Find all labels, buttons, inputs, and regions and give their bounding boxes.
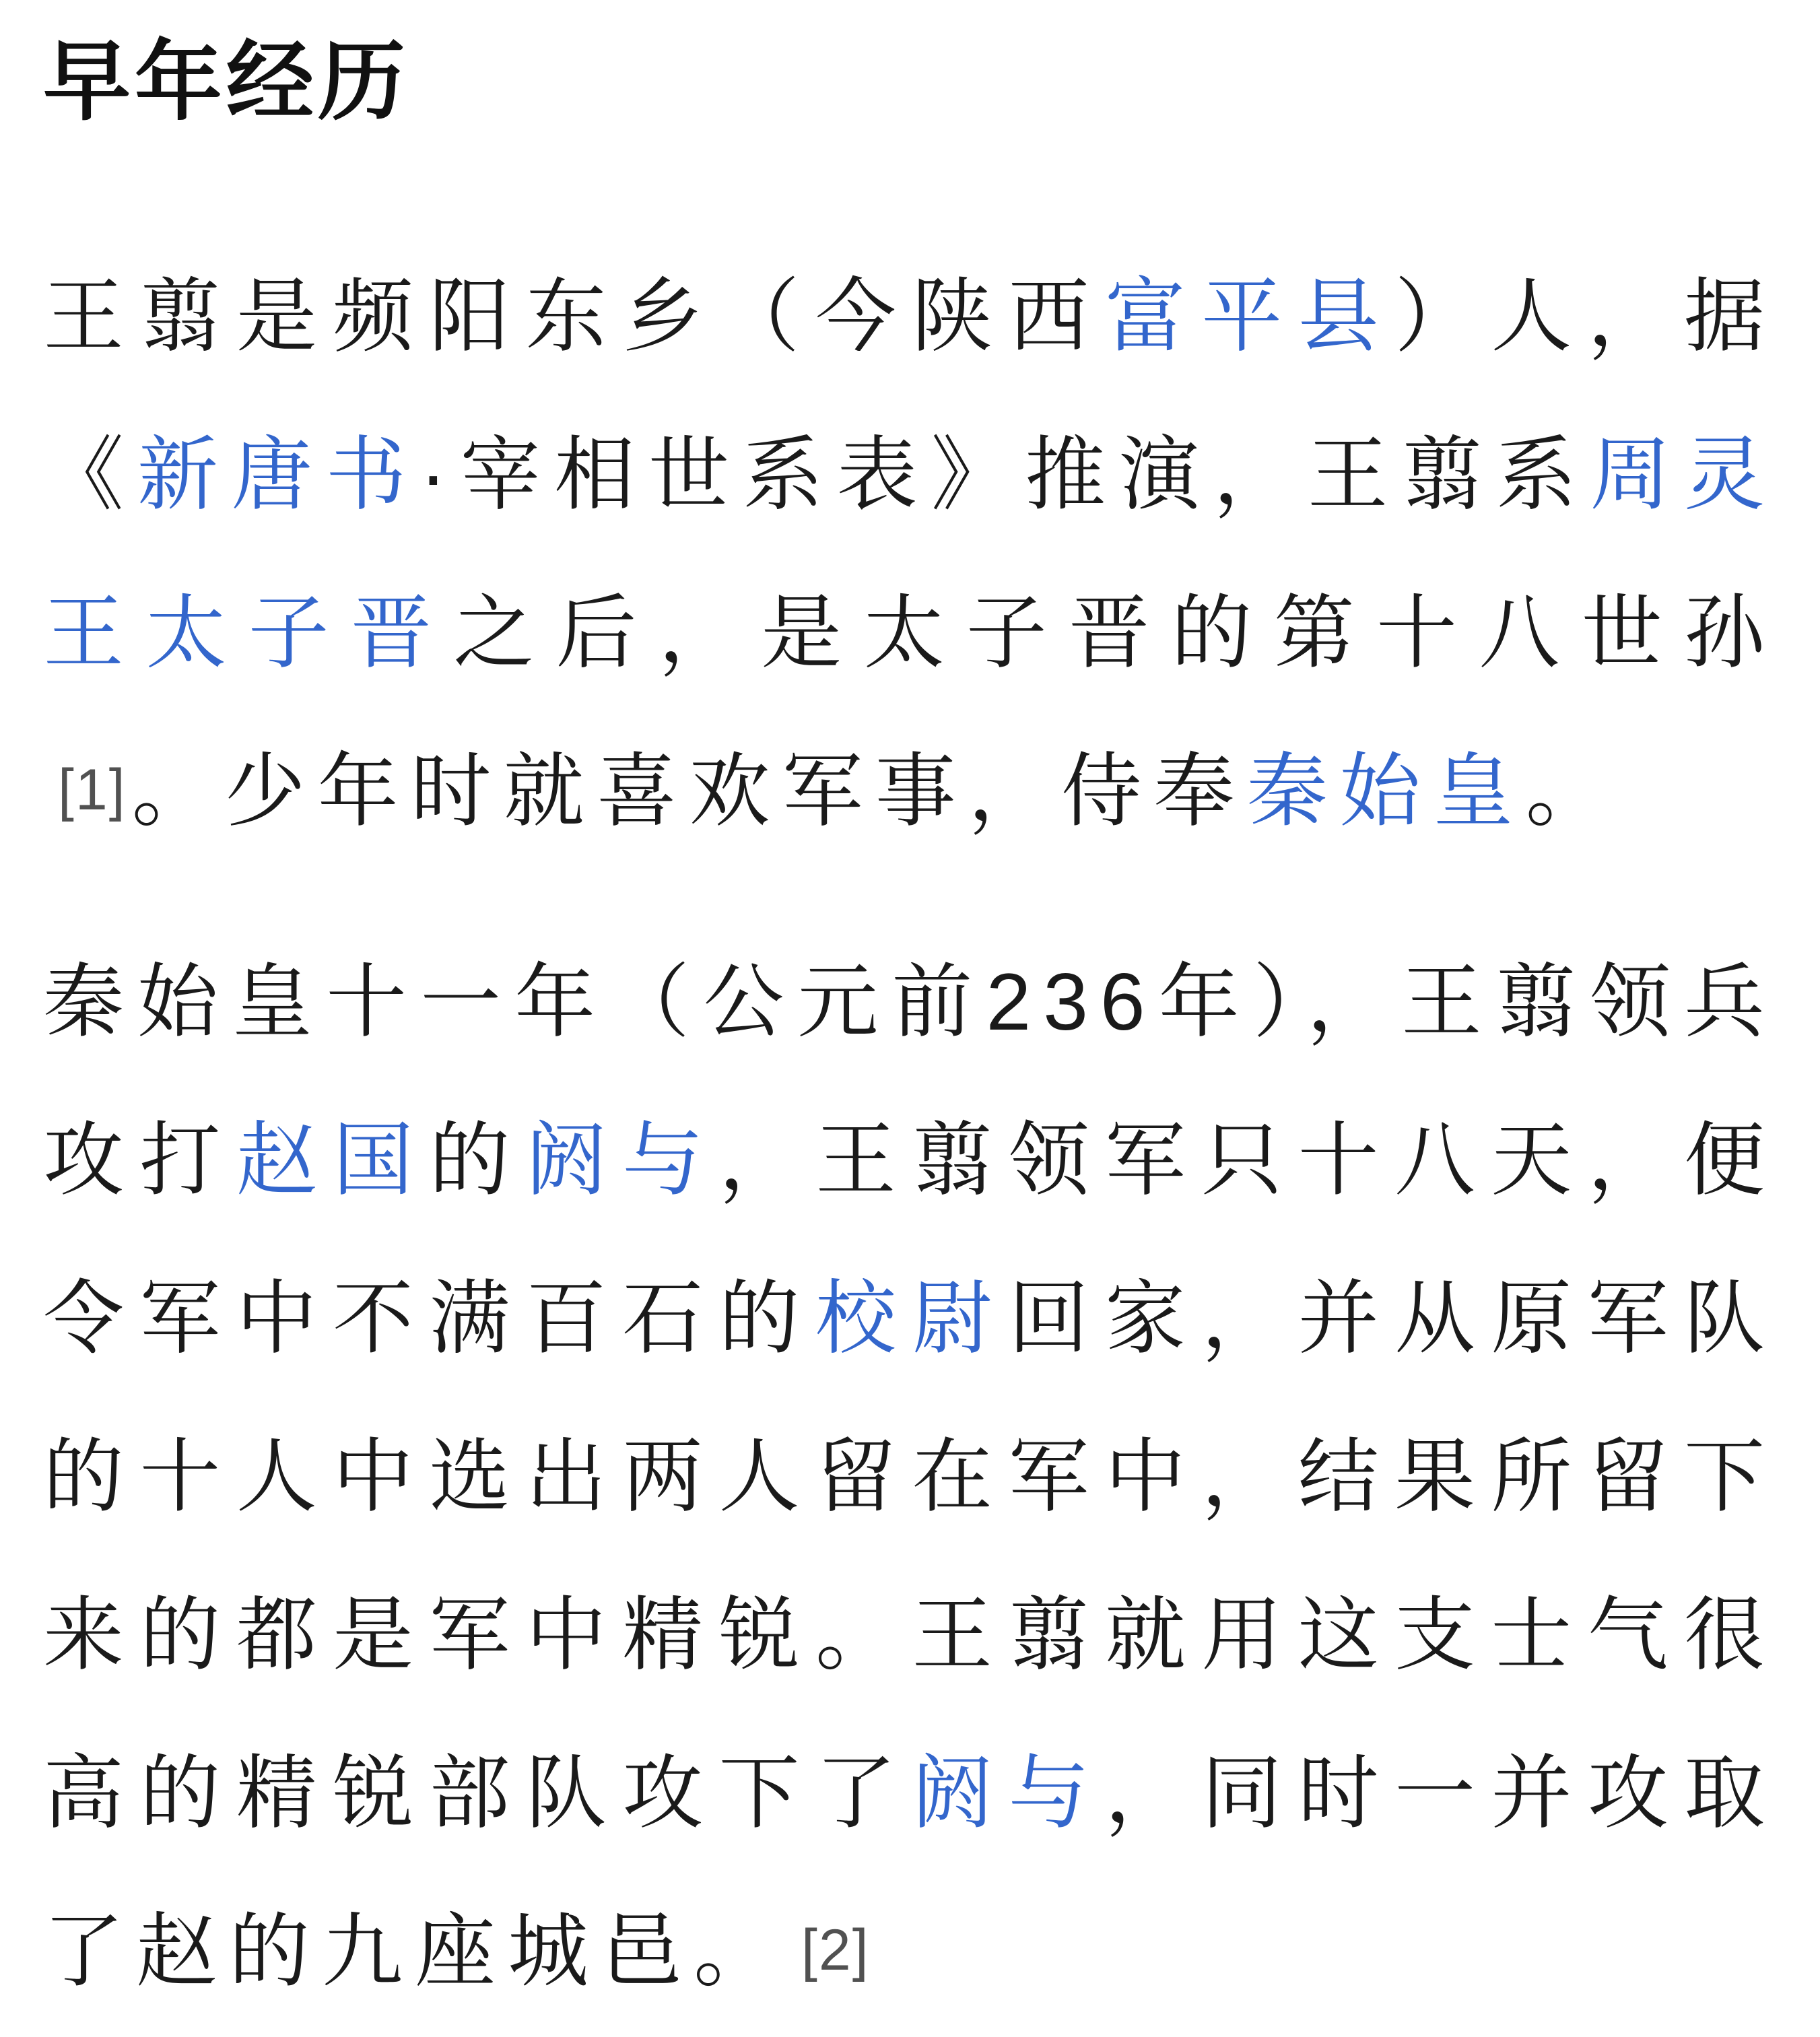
body-text: 秦始皇十一年（公元前236年），王翦领兵攻打 [43, 956, 1777, 1205]
body-text: 回家，并从原军队的十人中选出两人留在军中，结果所留下来的都是军中精锐。王翦就用这支士气很高的精锐部队攻下了 [43, 1273, 1778, 1838]
body-text: 。少年时就喜欢军事，侍奉 [131, 745, 1247, 836]
wiki-link[interactable]: 赵国 [236, 1114, 430, 1205]
article-body [43, 238, 1777, 2031]
wiki-link[interactable]: 富平县 [1104, 271, 1394, 362]
wiki-link[interactable]: 周灵王太子晋 [43, 429, 1778, 678]
paragraph [43, 238, 1777, 871]
body-text: 的 [429, 1114, 526, 1205]
body-text: 之后，是太子晋的第十八世孙 [453, 587, 1777, 678]
wiki-link[interactable]: 校尉 [815, 1273, 1009, 1364]
paragraph [43, 923, 1777, 2031]
section-heading: 早年经历 [43, 32, 410, 131]
reference-marker[interactable]: [2] [801, 1917, 870, 1982]
body-text: ，同时一并攻取了赵的九座城邑。 [43, 1747, 1778, 1997]
wiki-link[interactable]: 阏与 [912, 1747, 1105, 1838]
wiki-link[interactable]: 新唐书 [137, 429, 420, 520]
body-text: ，王翦领军只十八天，便令军中不满百石的 [43, 1114, 1778, 1364]
body-text: 。 [1525, 745, 1619, 836]
body-text: ·宰相世系表》推演，王翦系 [419, 429, 1590, 520]
wiki-link[interactable]: 阏与 [525, 1114, 719, 1205]
body-text: ）人，据《 [43, 271, 1778, 520]
reference-marker[interactable]: [1] [58, 757, 127, 822]
body-text: 王翦是频阳东乡（今陕西 [43, 271, 1105, 362]
wiki-link[interactable]: 秦始皇 [1246, 745, 1526, 836]
